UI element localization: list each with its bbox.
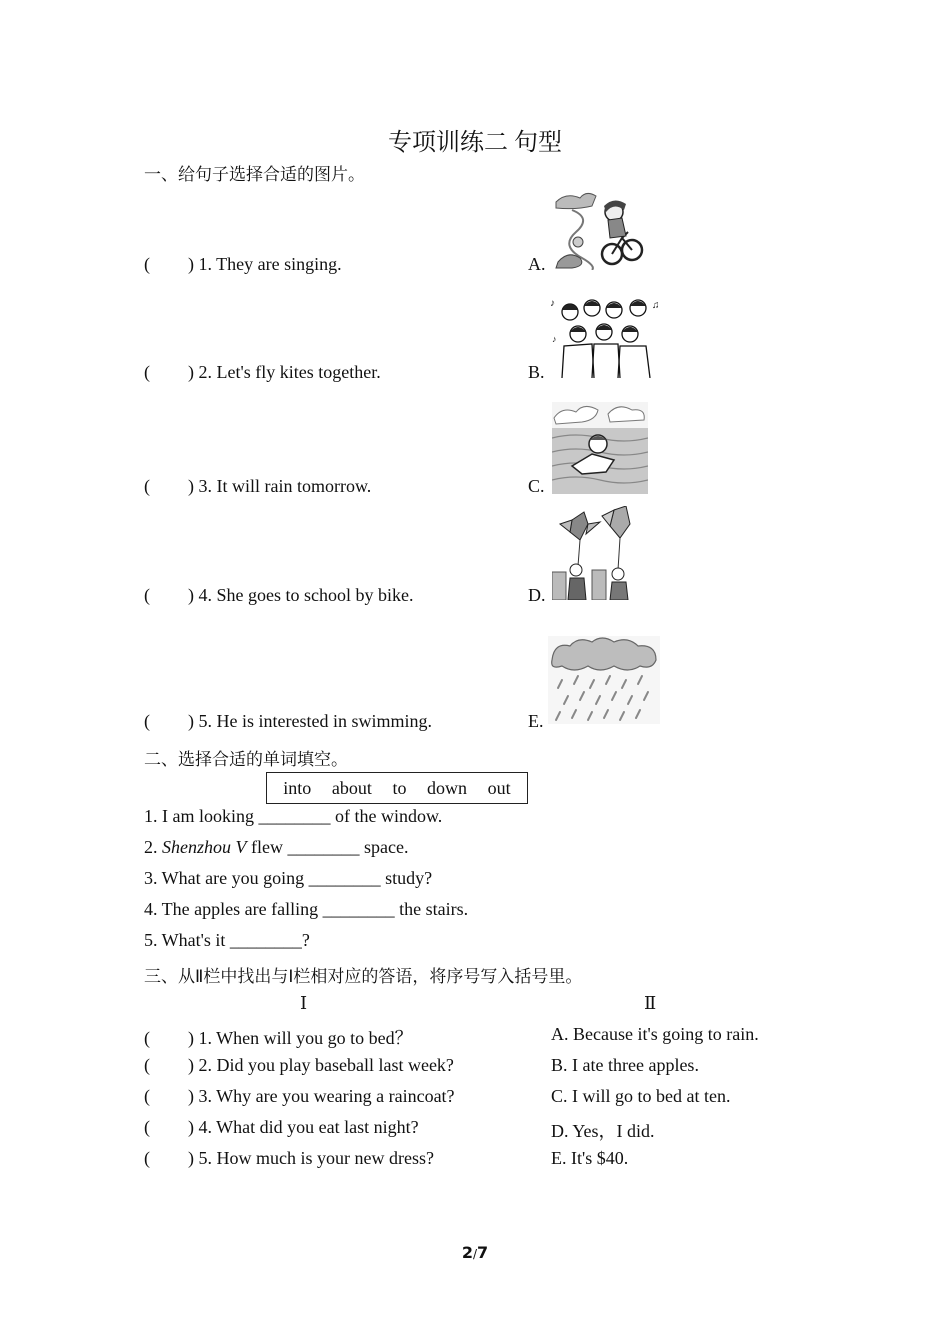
matching-item-1 xyxy=(144,254,342,275)
page-separator: / xyxy=(472,1247,478,1261)
sentence-text: ) 2. Let's fly kites together. xyxy=(188,362,381,382)
picture-label-c: C. xyxy=(528,476,545,496)
matching-item-2 xyxy=(144,362,381,383)
total-pages: 7 xyxy=(477,1243,489,1262)
answer-option-d: D. Yes，I did. xyxy=(551,1121,655,1141)
girl-riding-bike-illustration xyxy=(552,188,648,270)
word-bank-item: down xyxy=(427,777,468,798)
current-page: 2 xyxy=(461,1243,473,1262)
kites-flying-illustration xyxy=(552,506,636,600)
question-text: ) 5. How much is your new dress? xyxy=(188,1148,434,1168)
rain-cloud-illustration xyxy=(548,636,660,724)
question-row-4 xyxy=(144,1117,419,1138)
matching-item-4 xyxy=(144,585,413,606)
question-text: ) 3. Why are you wearing a raincoat? xyxy=(188,1086,455,1106)
svg-text:♪: ♪ xyxy=(550,298,555,309)
answer-bracket[interactable]: ( xyxy=(144,1117,150,1137)
page-number xyxy=(0,1243,950,1262)
sentence-part: 2. xyxy=(144,837,162,857)
fill-blank-sentence-1[interactable]: 1. I am looking ________ of the window. xyxy=(144,806,443,826)
answer-bracket[interactable]: ( xyxy=(144,585,150,605)
sentence-text: ) 5. He is interested in swimming. xyxy=(188,711,432,731)
word-bank-item: to xyxy=(392,777,407,798)
answer-bracket[interactable]: ( xyxy=(144,1086,150,1106)
sentence-part: flew ________ space. xyxy=(246,837,409,857)
question-row-2 xyxy=(144,1055,454,1076)
fill-blank-sentence-5[interactable]: 5. What's it ________? xyxy=(144,930,310,950)
boy-swimming-illustration xyxy=(552,402,648,494)
word-bank-box xyxy=(266,772,528,804)
sentence-text: ) 1. They are singing. xyxy=(188,254,342,274)
answer-option-b: B. I ate three apples. xyxy=(551,1055,699,1075)
picture-label-b: B. xyxy=(528,362,545,382)
question-row-3 xyxy=(144,1086,455,1107)
picture-label-e: E. xyxy=(528,711,544,731)
fill-blank-sentence-2[interactable] xyxy=(144,837,408,858)
svg-text:♪: ♪ xyxy=(552,334,557,344)
column-one-header: Ⅰ xyxy=(300,993,308,1013)
section1-heading: 一、给句子选择合适的图片。 xyxy=(144,165,365,185)
section3-heading: 三、从Ⅱ栏中找出与Ⅰ栏相对应的答语，将序号写入括号里。 xyxy=(144,967,583,987)
answer-bracket[interactable]: ( xyxy=(144,254,150,274)
group-singing-illustration xyxy=(548,294,664,378)
matching-item-5 xyxy=(144,711,432,732)
answer-bracket[interactable]: ( xyxy=(144,1055,150,1075)
answer-bracket[interactable]: ( xyxy=(144,1148,150,1168)
picture-label-d: D. xyxy=(528,585,546,605)
sentence-text: ) 3. It will rain tomorrow. xyxy=(188,476,372,496)
sentence-text: ) 4. She goes to school by bike. xyxy=(188,585,414,605)
page-title: 专项训练二 句型 xyxy=(388,130,562,156)
picture-label-a: A. xyxy=(528,254,546,274)
section2-heading: 二、选择合适的单词填空。 xyxy=(144,750,348,770)
matching-item-3 xyxy=(144,476,371,497)
fill-blank-sentence-4[interactable]: 4. The apples are falling ________ the stairs. xyxy=(144,899,469,919)
word-bank-item: into xyxy=(283,777,312,798)
answer-bracket[interactable]: ( xyxy=(144,476,150,496)
answer-option-a: A. Because it's going to rain. xyxy=(551,1024,759,1044)
answer-bracket[interactable]: ( xyxy=(144,711,150,731)
fill-blank-sentence-3[interactable]: 3. What are you going ________ study? xyxy=(144,868,433,888)
question-text: ) 2. Did you play baseball last week? xyxy=(188,1055,454,1075)
answer-bracket[interactable]: ( xyxy=(144,1028,150,1048)
word-bank-item: about xyxy=(331,777,372,798)
word-bank-item: out xyxy=(487,777,511,798)
answer-option-c: C. I will go to bed at ten. xyxy=(551,1086,731,1106)
svg-text:♫: ♫ xyxy=(652,300,660,311)
question-row-5 xyxy=(144,1148,434,1169)
question-row-1 xyxy=(144,1024,413,1050)
answer-option-e: E. It's $40. xyxy=(551,1148,629,1168)
question-text: ) 1. When will you go to bed？ xyxy=(188,1028,413,1048)
answer-bracket[interactable]: ( xyxy=(144,362,150,382)
column-two-header: Ⅱ xyxy=(644,993,657,1013)
question-text: ) 4. What did you eat last night? xyxy=(188,1117,419,1137)
spacecraft-name: Shenzhou V xyxy=(162,837,247,857)
